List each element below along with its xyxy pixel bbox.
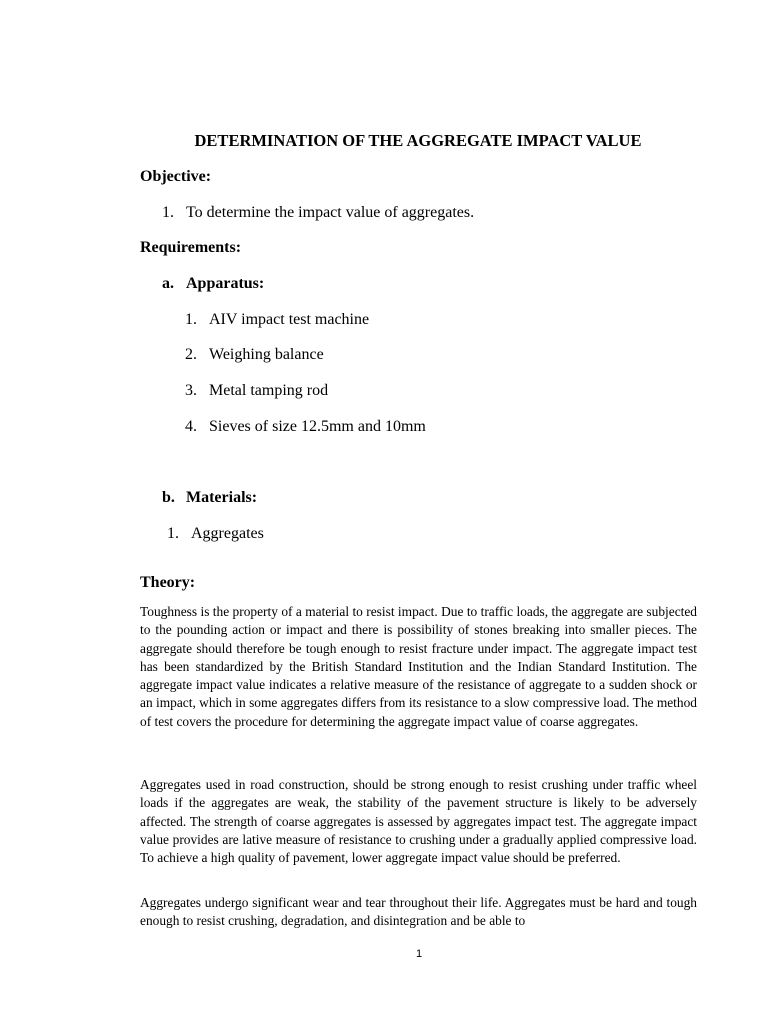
requirements-heading: Requirements: (140, 239, 242, 256)
theory-heading: Theory: (140, 574, 196, 591)
theory-paragraph-1: Toughness is the property of a material to resist impact. Due to traffic loads, the aggregate are subjected to the pounding action or impact and there is possibility of stones breaking into smaller pieces. The aggregate should therefore be tough enough to resist fracture under impact. The aggregate impact test has been standardized by the British Standard Institution and the Indian Standard Institution. The aggregate impact value indicates a relative measure of the resistance of aggregate to a sudden shock or an impact, which in some aggregates differs from its resistance to a slow compressive load. The method of test covers the procedure for determining the aggregate impact value of coarse aggregates. (140, 604, 697, 729)
list-number: 1. (185, 311, 197, 328)
apparatus-heading-text: Apparatus: (186, 275, 265, 292)
objective-heading: Objective: (140, 168, 212, 185)
apparatus-item-4 (185, 418, 426, 436)
list-item-text: Metal tamping rod (209, 382, 329, 399)
list-number: 2. (185, 346, 197, 363)
list-letter: b. (162, 489, 175, 506)
document-title: DETERMINATION OF THE AGGREGATE IMPACT VALUE (194, 131, 642, 150)
apparatus-item-1 (185, 311, 369, 329)
apparatus-heading (162, 275, 264, 293)
list-letter: a. (162, 275, 174, 292)
apparatus-item-3 (185, 382, 328, 400)
theory-paragraph-2: Aggregates used in road construction, should be strong enough to resist crushing under traffic wheel loads if the aggregates are weak, the stability of the pavement structure is likely to be adversely affected. The strength of coarse aggregates is assessed by aggregates impact test. The aggregate impact value provides are lative measure of resistance to crushing under a gradually applied compressive load. To achieve a high quality of pavement, lower aggregate impact value should be preferred. (140, 777, 697, 866)
theory-paragraph-3: Aggregates undergo significant wear and tear throughout their life. Aggregates must be hard and tough enough to resist crushing, degradation, and disintegration and be able to (140, 895, 697, 929)
list-item-text: To determine the impact value of aggregates. (186, 204, 475, 221)
page-number: 1 (415, 948, 423, 960)
list-item-text: Sieves of size 12.5mm and 10mm (209, 418, 426, 435)
list-number: 4. (185, 418, 197, 435)
list-number: 1. (167, 525, 179, 542)
materials-heading (162, 489, 257, 507)
list-number: 1. (162, 204, 174, 221)
list-item-text: AIV impact test machine (209, 311, 370, 328)
materials-heading-text: Materials: (186, 489, 258, 506)
list-number: 3. (185, 382, 197, 399)
list-item-text: Aggregates (191, 525, 264, 542)
list-item-text: Weighing balance (209, 346, 324, 363)
apparatus-item-2 (185, 346, 324, 364)
materials-item-1 (167, 525, 264, 543)
objective-item-1 (162, 204, 474, 222)
